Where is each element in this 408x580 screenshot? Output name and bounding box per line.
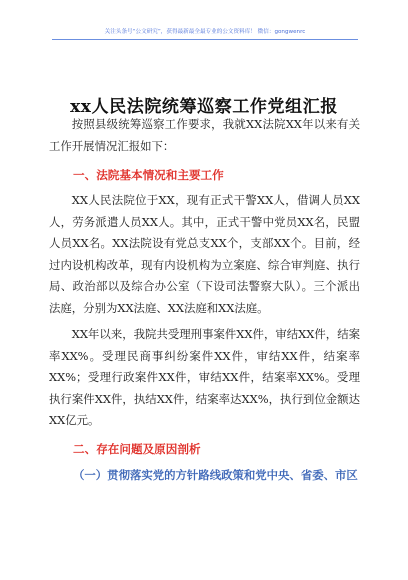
- top-banner: 关注头条号“公文研究”，获得最新最全最专业的公文资料库！ 微信：gongwenrc: [52, 26, 358, 40]
- section-2-heading: 二、存在问题及原因剖析: [73, 442, 201, 456]
- intro-paragraph: 按照县级统筹巡察工作要求，我就XX法院XX年以来有关工作开展情况汇报如下：: [49, 117, 360, 153]
- section-1-paragraph-1: XX人民法院位于XX，现有正式干警XX人，借调人员XX人，劳务派遣人员XX人。其中，正式干警中党员XX名，民盟人员XX名。XX法院设有党总支XX个，支部XX个。目前，经过内设机构改革，现有内设机构为立案庭、综合审判庭、执行局、政治部以及综合办公室（下设司法警察大队）。三个派出法庭，分别为XX法庭、XX法庭和XX法庭。: [49, 193, 360, 315]
- section-1-heading: 一、法院基本情况和主要工作: [73, 168, 224, 182]
- section-2-subheading-1: （一）贯彻落实党的方针路线政策和党中央、省委、市区: [73, 468, 358, 482]
- document-title: xx人民法院统筹巡察工作党组汇报: [70, 97, 338, 117]
- section-1-paragraph-2: XX年以来，我院共受理刑事案件XX件，审结XX件，结案率XX%。受理民商事纠纷案件XX件，审结XX件，结案率XX%；受理行政案件XX件，审结XX件，结案率XX%。受理执行案件XX件，执结XX件，结案率达XX%，执行到位金额达XX亿元。: [49, 327, 360, 427]
